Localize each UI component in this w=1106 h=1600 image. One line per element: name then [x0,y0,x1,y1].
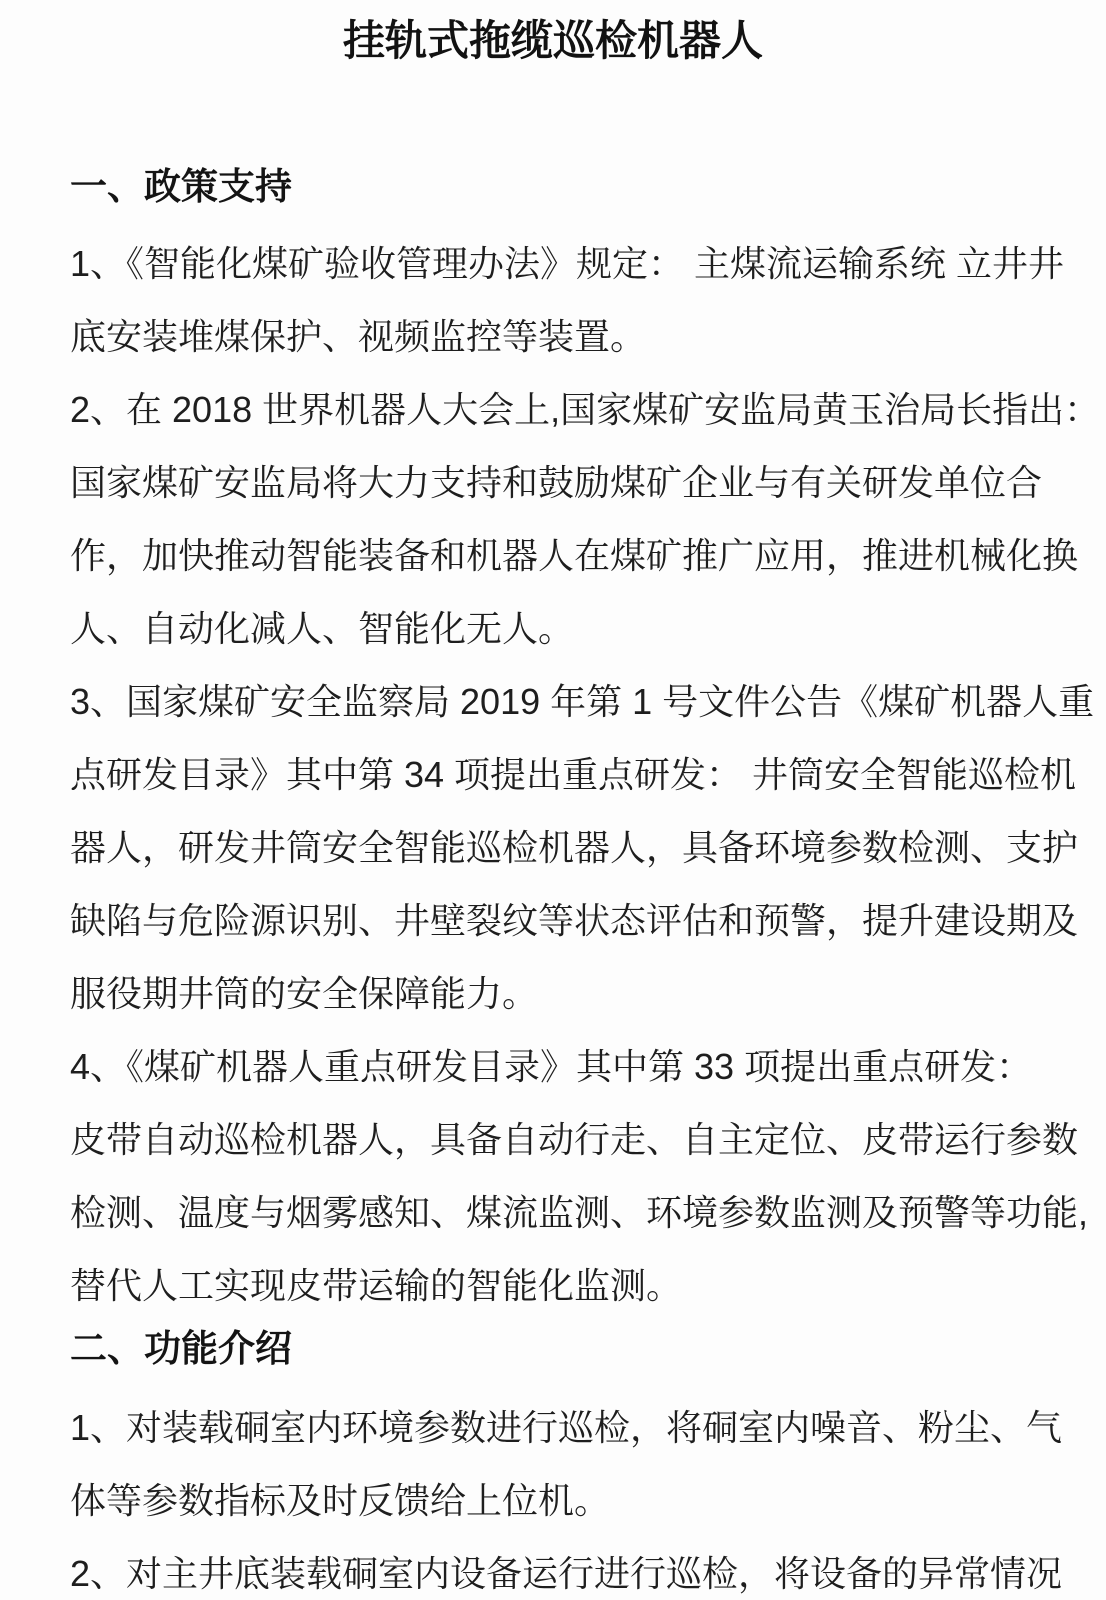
paragraph-line: 1、《智能化煤矿验收管理办法》规定： 主煤流运输系统 立井井 [70,243,1065,284]
paragraph-line: 4、《煤矿机器人重点研发目录》其中第 33 项提出重点研发： [70,1046,1033,1087]
document-title: 挂轨式拖缆巡检机器人 [342,17,763,64]
section-heading-functions: 二、功能介绍 [70,1328,292,1369]
paragraph-line: 器人，研发井筒安全智能巡检机器人，具备环境参数检测、支护 [70,827,1079,868]
paragraph-line: 2、在 2018 世界机器人大会上,国家煤矿安监局黄玉治局长指出： [70,389,1101,430]
paragraph-line: 2、对主井底装载硐室内设备运行进行巡检，将设备的异常情况 [70,1553,1063,1594]
paragraph-line: 替代人工实现皮带运输的智能化监测。 [70,1265,683,1306]
paragraph-line: 缺陷与危险源识别、井壁裂纹等状态评估和预警，提升建设期及 [70,900,1079,941]
paragraph-line: 服役期井筒的安全保障能力。 [70,973,539,1014]
paragraph-line: 点研发目录》其中第 34 项提出重点研发： 井筒安全智能巡检机 [70,754,1077,795]
paragraph-line: 3、国家煤矿安全监察局 2019 年第 1 号文件公告《煤矿机器人重 [70,681,1095,722]
paragraph-line: 底安装堆煤保护、视频监控等装置。 [70,316,647,357]
paragraph-line: 人、自动化减人、智能化无人。 [70,608,575,649]
paragraph-line: 作，加快推动智能装备和机器人在煤矿推广应用，推进机械化换 [70,535,1079,576]
paragraph-line: 国家煤矿安监局将大力支持和鼓励煤矿企业与有关研发单位合 [70,462,1043,503]
paragraph-line: 皮带自动巡检机器人，具备自动行走、自主定位、皮带运行参数 [70,1119,1079,1160]
paragraph-line: 1、对装载硐室内环境参数进行巡检，将硐室内噪音、粉尘、气 [70,1407,1063,1448]
paragraph-line: 检测、温度与烟雾感知、煤流监测、环境参数监测及预警等功能, [70,1192,1089,1233]
paragraph-line: 体等参数指标及时反馈给上位机。 [70,1480,611,1521]
section-heading-policy: 一、政策支持 [70,166,292,207]
